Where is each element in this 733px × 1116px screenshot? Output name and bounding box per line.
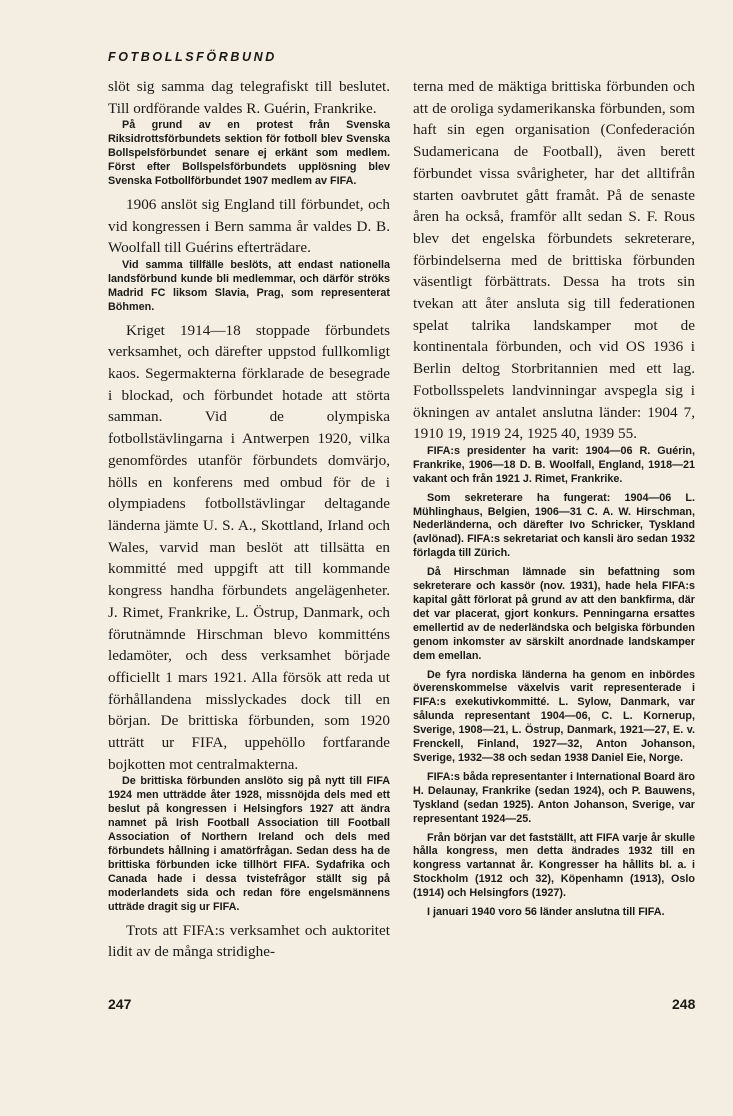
- paragraph: slöt sig samma dag telegrafiskt till beslutet. Till ordförande valdes R. Guérin, Frankrike.: [108, 78, 390, 117]
- paragraph: Kriget 1914—18 stoppade förbundets verksamhet, och därefter uppstod fullkomligt kaos. Segermakterna förklarade de besegrade i blockad, och förbundet hotade att störta samman. Vid de olympiska fotbollstävlingarna i Antwerpen 1920, vilka genomfördes utanför förbundets domvärjo, hölls en konferens med ombud för de i olympiadens fotbollstävlingar deltagande länderna jämte U. S. A., Skottland, Irland och Wales, varvid man beslöt att tillsätta en kommitté med uppgift att till kommande kongress handha förbundets angelägenheter. J. Rimet, Frankrike, L. Östrup, Danmark, och förutnämnde Hirschman blevo kommitténs ledamöter, och dess verksamhet började officiellt 1 mars 1921. Alla försök att reda ut förhållandena misslyckades dock till en början. De brittiska förbunden, som 1920 utträtt ur FIFA, uppehöllo fortfarande bojkotten mot centralmakterna.: [108, 321, 390, 773]
- left-text-column: [108, 76, 390, 963]
- small-print-paragraph: På grund av en protest från Svenska Riksidrottsförbundets sektion för fotboll blev Svenska Bollspelsförbundet senare ej erkänt som medlem. Först efter Bollspelsförbundets upplösning blev Svenska Fotbollförbundet 1907 medlem av FIFA.: [108, 119, 390, 188]
- small-print-paragraph: FIFA:s presidenter ha varit: 1904—06 R. Guérin, Frankrike, 1906—18 D. B. Woolfall, England, 1918—21 vakant och från 1921 J. Rimet, Frankrike.: [413, 444, 695, 485]
- small-print-paragraph: De fyra nordiska länderna ha genom en inbördes överenskommelse växelvis varit representerade i FIFA:s exekutivkommitté. L. Sylow, Danmark, var sålunda representant 1904—06, C. L. Kornerup, Sverige, 1908—21, L. Östrup, Danmark, 1921—27, E. v. Frenckell, Finland, 1927—32, Anton Johanson, Sverige, 1932—38 och sedan 1938 Daniel Eie, Norge.: [413, 668, 695, 764]
- page-number-right: 248: [672, 996, 696, 1012]
- paragraph: Trots att FIFA:s verksamhet och auktoritet lidit av de många stridighe-: [108, 921, 390, 961]
- small-print-paragraph: De brittiska förbunden anslöto sig på nytt till FIFA 1924 men utträdde åter 1928, missnöjda dels med ett beslut på kongressen i Helsingfors 1927 att ändra namnet på Irish Football Association till Football Association of Northern Ireland och dels med förbundets hållning i amatörfrågan. Sedan dess ha de brittiska förbunden icke tillhört FIFA. Sydafrika och Canada hade i dessa tvistefrågor ställt sig på moderlandets sida och redan före engelsmännens utträde dragit sig ur FIFA.: [108, 775, 390, 913]
- small-print-paragraph: I januari 1940 voro 56 länder anslutna till FIFA.: [427, 906, 665, 919]
- paragraph: terna med de mäktiga brittiska förbunden och att de oroliga sydamerikanska förbunden, som haft sin egen organisation (Confederación Sudamericana de Football), även berett förbundet vissa svårigheter, har det alltifrån starten oavbrutet gått framåt. På de senaste åren ha också, framför allt sedan S. F. Rous blev det engelska förbundets sekreterare, förbindelserna med de brittiska förbunden väsentligt förbättrats. Dessa ha trots sin tvekan att åter ansluta sig till federationen spelat talrika landskamper mot de kontinentala förbunden, och vid OS 1936 i Berlin deltog Storbritannien med ett lag. Fotbollsspelets landvinningar avspegla sig i ökningen av antalet anslutna länder: 1904 7, 1910 19, 1919 24, 1925 40, 1939 55.: [413, 78, 695, 443]
- paragraph: 1906 anslöt sig England till förbundet, och vid kongressen i Bern samma år valdes D. B. Woolfall till Guérins efterträdare.: [108, 195, 390, 257]
- small-print-paragraph: FIFA:s båda representanter i International Board äro H. Delaunay, Frankrike (sedan 1924), och P. Bauwens, Tyskland (sedan 1925). Anton Johanson, Sverige, var representant 1924—25.: [413, 770, 695, 825]
- right-text-column: [413, 76, 695, 925]
- small-print-paragraph: Då Hirschman lämnade sin befattning som sekreterare och kassör (nov. 1931), hade hela FIFA:s kapital gått förlorat på grund av att den bankfirma, där det var placerat, gjort konkurs. Penningarna ersattes emellertid av de nederländska och belgiska förbunden genom inkomster av särskilt anordnade landskamper dem emellan.: [413, 566, 695, 662]
- running-header: FOTBOLLSFÖRBUND: [108, 50, 277, 64]
- small-print-paragraph: Vid samma tillfälle beslöts, att endast nationella landsförbund kunde bli medlemmar, och därför ströks Madrid FC liksom Slavia, Prag, som representerat Böhmen.: [108, 259, 390, 313]
- small-print-paragraph: Från början var det fastställt, att FIFA varje år skulle hålla kongress, men detta ändrades 1932 till en kongress vartannat år. Kongresser ha hållits bl. a. i Stockholm (1912 och 32), Köpenhamn (1913), Oslo (1914) och Helsingfors (1927).: [413, 831, 695, 900]
- small-print-paragraph: Som sekreterare ha fungerat: 1904—06 L. Mühlinghaus, Belgien, 1906—31 C. A. W. Hirschman, Nederländerna, och därefter Ivo Schricker, Tyskland (avlönad). FIFA:s sekretariat och kansli äro sedan 1932 förlagda till Zürich.: [413, 491, 695, 560]
- page-number-left: 247: [108, 996, 132, 1012]
